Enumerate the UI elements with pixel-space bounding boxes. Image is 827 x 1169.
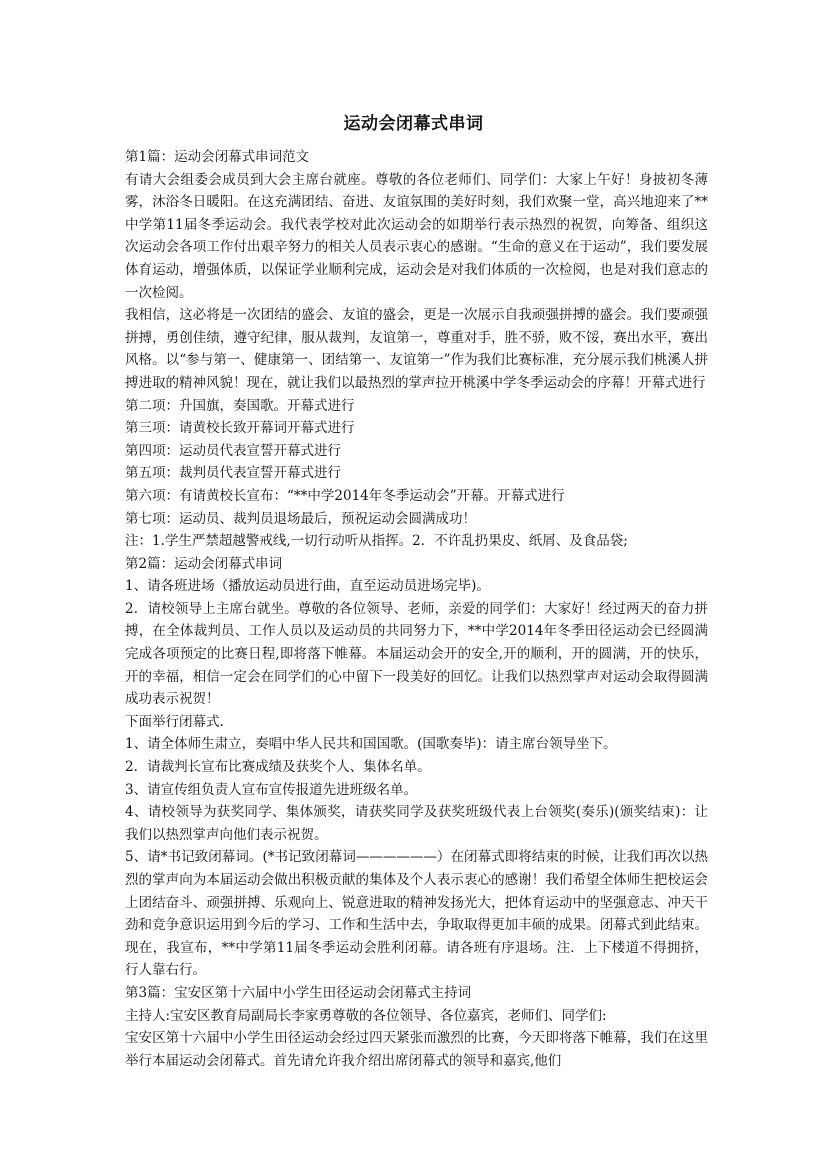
paragraph: 我相信，这必将是一次团结的盛会、友谊的盛会，更是一次展示自我顽强拼搏的盛会。我们要顽强拼搏，勇创佳绩，遵守纪律，服从裁判，友谊第一，尊重对手，胜不骄，败不馁，赛出水平，赛出风格。以“参与第一、健康第一、团结第一、友谊第一”作为我们比赛标准，充分展示我们桃溪人拼搏进取的精神风貌！现在，就让我们以最热烈的掌声拉开桃溪中学冬季运动会的序幕！开幕式进行 (125, 307, 708, 391)
paragraph: 宝安区第十六届中小学生田径运动会经过四天紧张而激烈的比赛，今天即将落下帷幕，我们在这里举行本届运动会闭幕式。首先请允许我介绍出席闭幕式的领导和嘉宾,他们 (125, 1030, 708, 1069)
note-paragraph: 注：1.学生严禁超越警戒线,一切行动听从指挥。2．不许乱扔果皮、纸屑、及食品袋; (125, 533, 628, 550)
list-item: 2．请校领导上主席台就坐。尊敬的各位领导、老师，亲爱的同学们：大家好！经过两天的奋力拼搏，在全体裁判员、工作人员以及运动员的共同努力下，**中学2014年冬季田径运动会已经圆满完成各项预定的比赛日程,即将落下帷幕。本届运动会开的安全,开的顺利，开的圆满，开的快乐，开的幸福，相信一定会在同学们的心中留下一段美好的回忆。让我们以热烈掌声对运动会取得圆满成功表示祝贺！ (125, 600, 708, 708)
list-item: 2．请裁判长宣布比赛成绩及获奖个人、集体名单。 (125, 759, 431, 776)
paragraph: 下面举行闭幕式. (125, 713, 224, 730)
paragraph: 主持人:宝安区教育局副局长李家勇尊敬的各位领导、各位嘉宾，老师们、同学们: (125, 1007, 607, 1024)
agenda-item: 第二项：升国旗，奏国歌。开幕式进行 (125, 397, 355, 414)
list-item: 4、请校领导为获奖同学、集体颁奖，请获奖同学及获奖班级代表上台领奖(奏乐)(颁奖结束)：让我们以热烈掌声向他们表示祝贺。 (125, 804, 708, 843)
document-body (125, 146, 708, 1072)
paragraph: 有请大会组委会成员到大会主席台就座。尊敬的各位老师们、同学们：大家上午好！身披初冬薄雾，沐浴冬日暖阳。在这充满团结、奋进、友谊氛围的美好时刻，我们欢聚一堂，高兴地迎来了**中学第11届冬季运动会。我代表学校对此次运动会的如期举行表示热烈的祝贺，向筹备、组织这次运动会各项工作付出艰辛努力的相关人员表示衷心的感谢。“生命的意义在于运动”，我们要发展体育运动，增强体质，以保证学业顺利完成，运动会是对我们体质的一次检阅，也是对我们意志的一次检阅。 (125, 171, 708, 301)
list-item: 1、请各班进场（播放运动员进行曲，直至运动员进场完毕)。 (125, 578, 490, 595)
list-item: 3、请宣传组负责人宣布宣传报道先进班级名单。 (125, 781, 418, 798)
section-heading-3: 第3篇：宝安区第十六届中小学生田径运动会闭幕式主持词 (125, 984, 472, 1001)
agenda-item: 第四项：运动员代表宣誓开幕式进行 (125, 442, 341, 459)
document-title: 运动会闭幕式串词 (343, 114, 484, 134)
agenda-item: 第五项：裁判员代表宣誓开幕式进行 (125, 465, 341, 482)
section-heading-1: 第1篇：运动会闭幕式串词范文 (125, 149, 310, 165)
agenda-item: 第六项：有请黄校长宣布：“**中学2014年冬季运动会”开幕。开幕式进行 (125, 487, 565, 504)
section-heading-2: 第2篇：运动会闭幕式串词 (125, 555, 283, 572)
agenda-item: 第三项：请黄校长致开幕词开幕式进行 (125, 420, 355, 437)
list-item: 1、请全体师生肃立，奏唱中华人民共和国国歌。(国歌奏毕)：请主席台领导坐下。 (125, 736, 617, 753)
agenda-item: 第七项：运动员、裁判员退场最后，预祝运动会圆满成功！ (125, 510, 476, 527)
list-item: 5、请*书记致闭幕词。(*书记致闭幕词——————）在闭幕式即将结束的时候，让我们再次以热烈的掌声向为本届运动会做出积极贡献的集体及个人表示衷心的感谢！我们希望全体师生把校运会上团结奋斗、顽强拼搏、乐观向上、锐意进取的精神发扬光大，把体育运动中的坚强意志、冲天干劲和竞争意识运用到今后的学习、工作和生活中去，争取取得更加丰硕的成果。闭幕式到此结束。现在，我宣布，**中学第11届冬季运动会胜利闭幕。请各班有序退场。注．上下楼道不得拥挤，行人靠右行。 (125, 849, 708, 979)
